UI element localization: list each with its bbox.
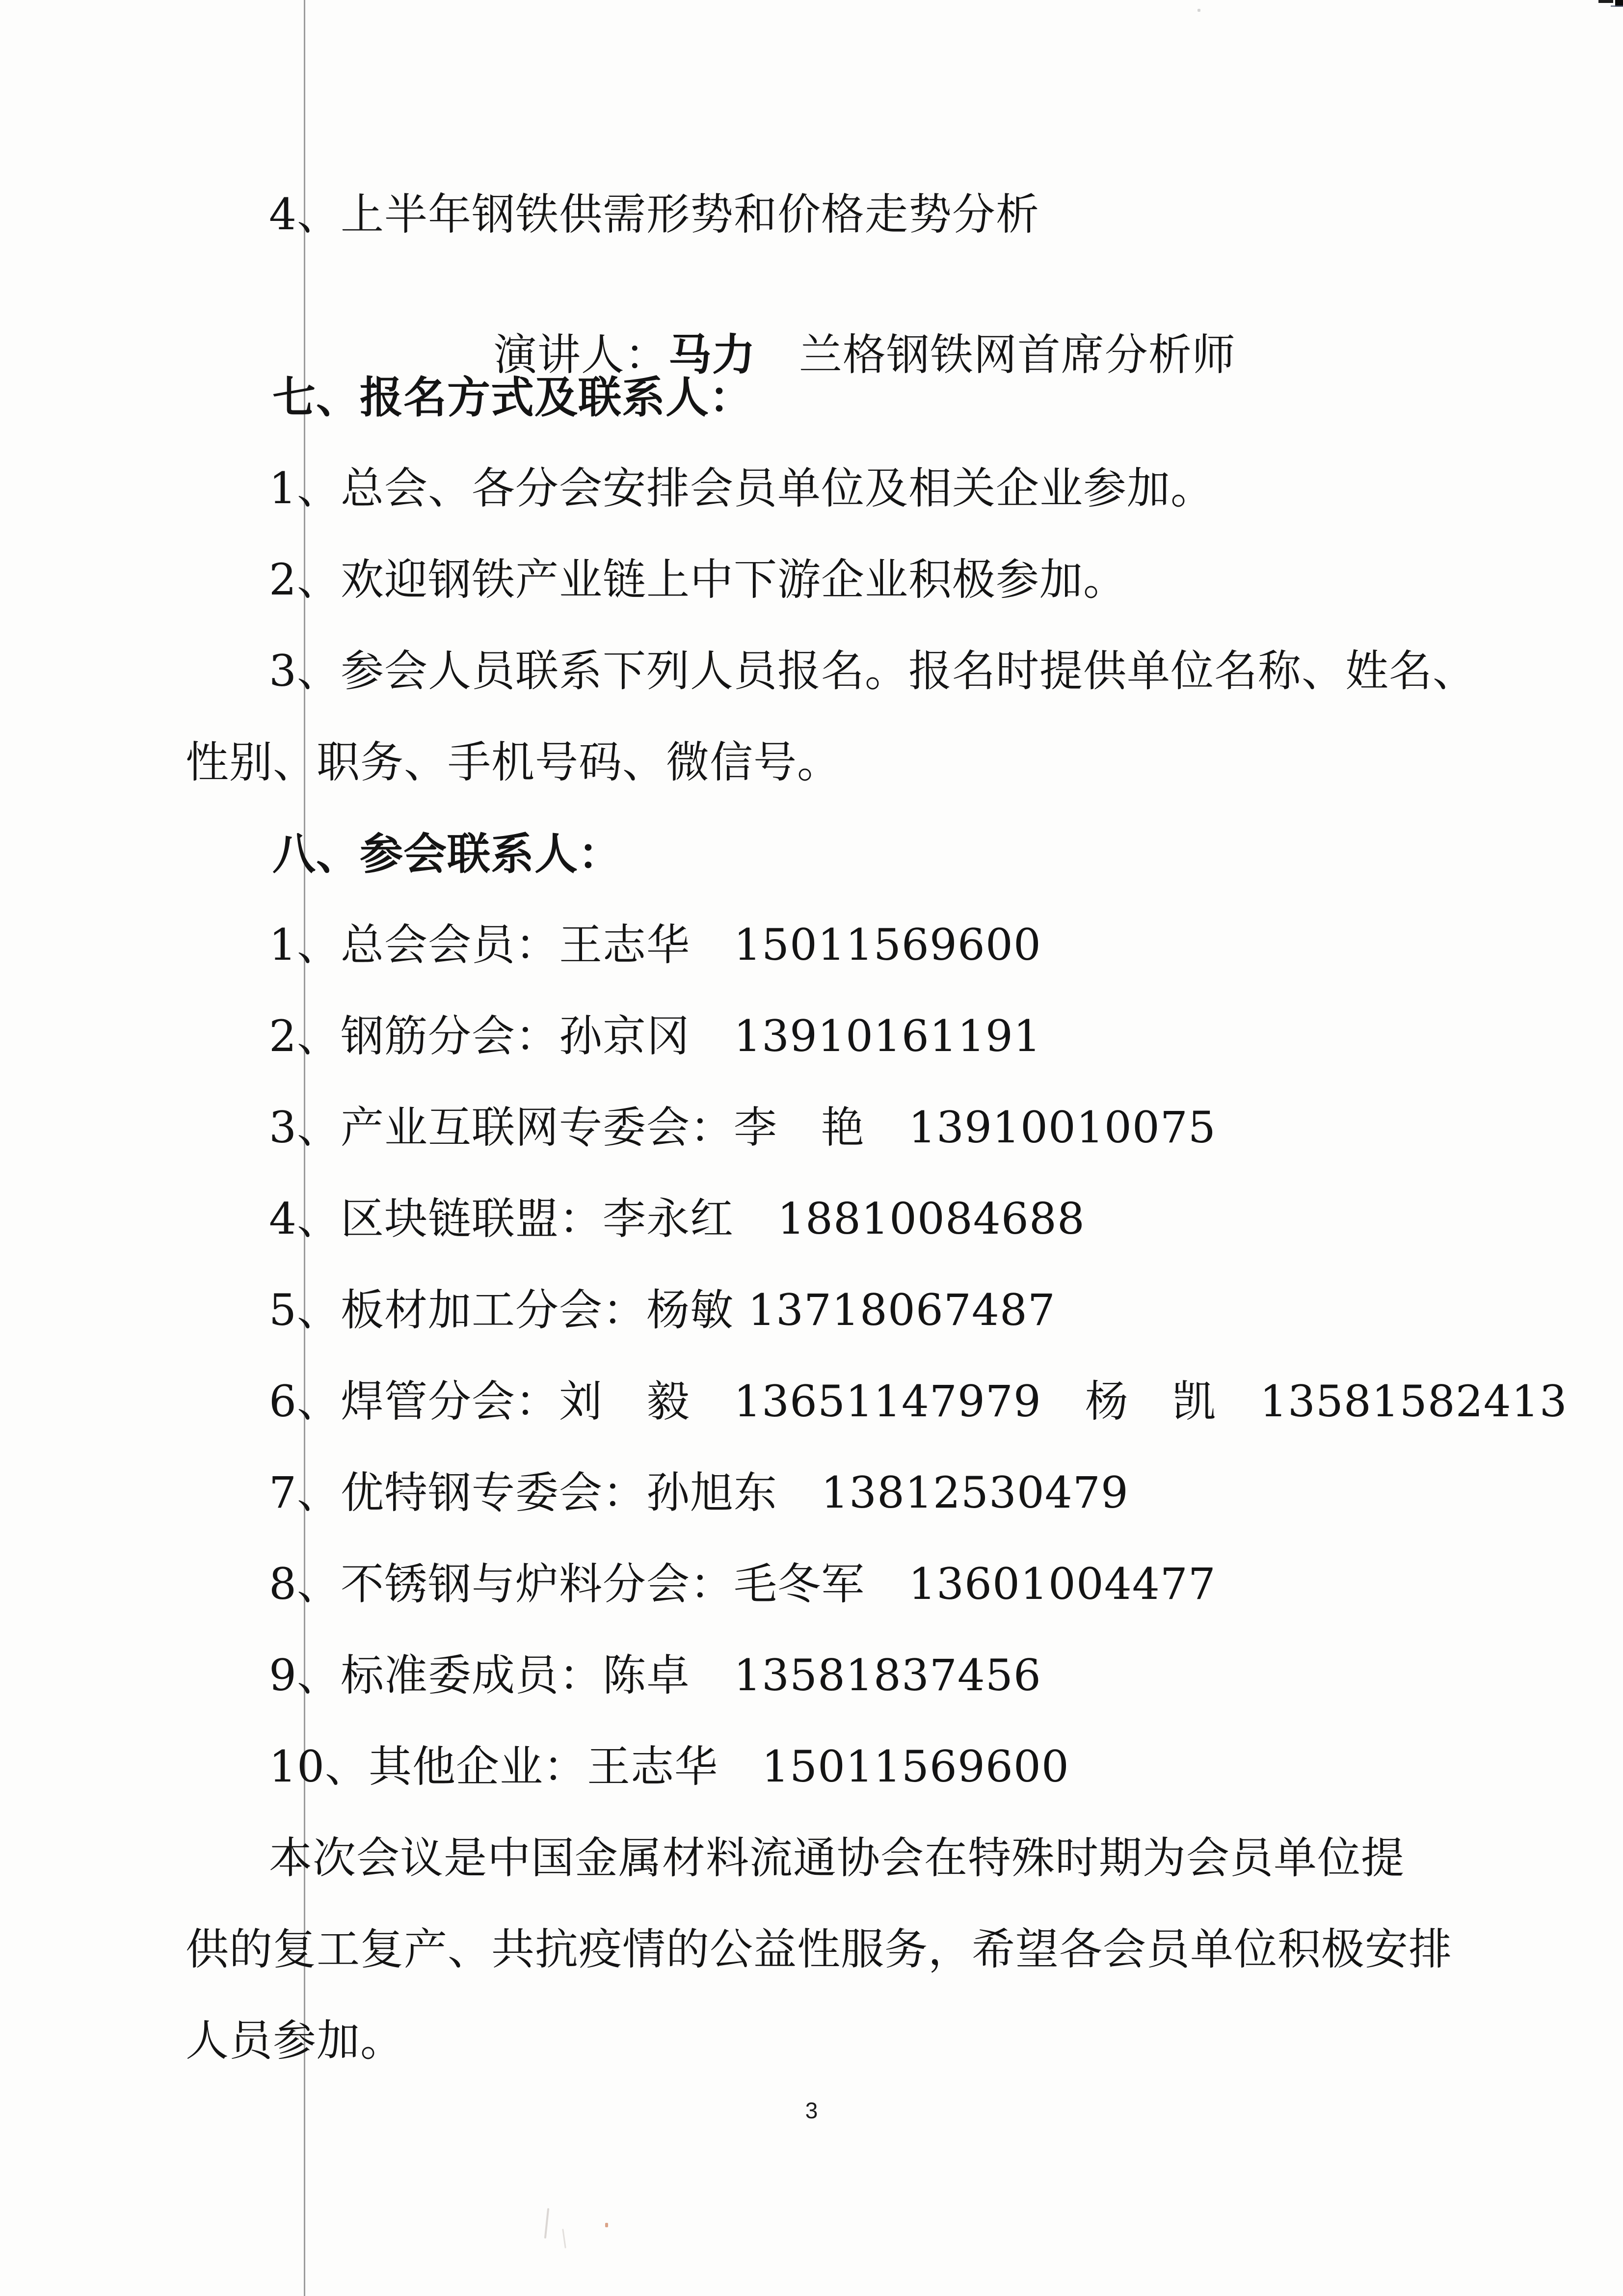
contact-line-10: 10、其他企业：王志华 15011569600 xyxy=(269,1741,1069,1792)
contact-line-2: 2、钢筋分会：孙京冈 13910161191 xyxy=(269,1011,1041,1061)
scan-speck xyxy=(605,2223,608,2227)
contact-line-7: 7、优特钢专委会：孙旭东 13812530479 xyxy=(269,1467,1129,1518)
section-8-heading: 八、参会联系人： xyxy=(272,828,622,879)
corner-scan-mark xyxy=(1598,0,1613,3)
scan-speck xyxy=(544,2208,549,2239)
section-7-heading: 七、报名方式及联系人： xyxy=(272,372,753,423)
contact-line-1: 1、总会会员：王志华 15011569600 xyxy=(269,919,1041,970)
speaker-title: 兰格钢铁网首席分析师 xyxy=(798,329,1236,380)
contact-line-6: 6、焊管分会：刘 毅 13651147979 杨 凯 13581582413 xyxy=(269,1376,1568,1427)
scan-speck xyxy=(1197,9,1200,12)
contact-line-9: 9、标准委成员：陈卓 13581837456 xyxy=(269,1650,1041,1701)
section7-item-2: 2、欢迎钢铁产业链上中下游企业积极参加。 xyxy=(269,554,1127,605)
contact-line-5: 5、板材加工分会：杨敏 13718067487 xyxy=(269,1285,1056,1335)
contact-line-4: 4、区块链联盟：李永红 18810084688 xyxy=(269,1193,1085,1244)
scan-speck xyxy=(562,2229,566,2248)
section7-item-3: 3、参会人员联系下列人员报名。报名时提供单位名称、姓名、 xyxy=(269,646,1476,696)
speaker-label: 演讲人： xyxy=(493,329,668,380)
closing-paragraph-line-2: 供的复工复产、共抗疫情的公益性服务，希望各会员单位积极安排 xyxy=(186,1924,1453,1974)
speaker-name: 马力 xyxy=(668,328,756,380)
section7-item-3-continuation: 性别、职务、手机号码、微信号。 xyxy=(186,737,841,787)
page-number: 3 xyxy=(805,2098,818,2123)
closing-paragraph-line-3: 人员参加。 xyxy=(186,2015,404,2066)
agenda-item-4-line: 4、上半年钢铁供需形势和价格走势分析 xyxy=(269,189,1039,240)
corner-scan-mark xyxy=(1611,5,1623,7)
closing-paragraph-line-1: 本次会议是中国金属材料流通协会在特殊时期为会员单位提 xyxy=(269,1833,1405,1883)
section7-item-1: 1、总会、各分会安排会员单位及相关企业参加。 xyxy=(269,463,1214,513)
contact-line-3: 3、产业互联网专委会：李 艳 13910010075 xyxy=(269,1102,1216,1153)
contact-line-8: 8、不锈钢与炉料分会：毛冬军 13601004477 xyxy=(269,1559,1216,1609)
